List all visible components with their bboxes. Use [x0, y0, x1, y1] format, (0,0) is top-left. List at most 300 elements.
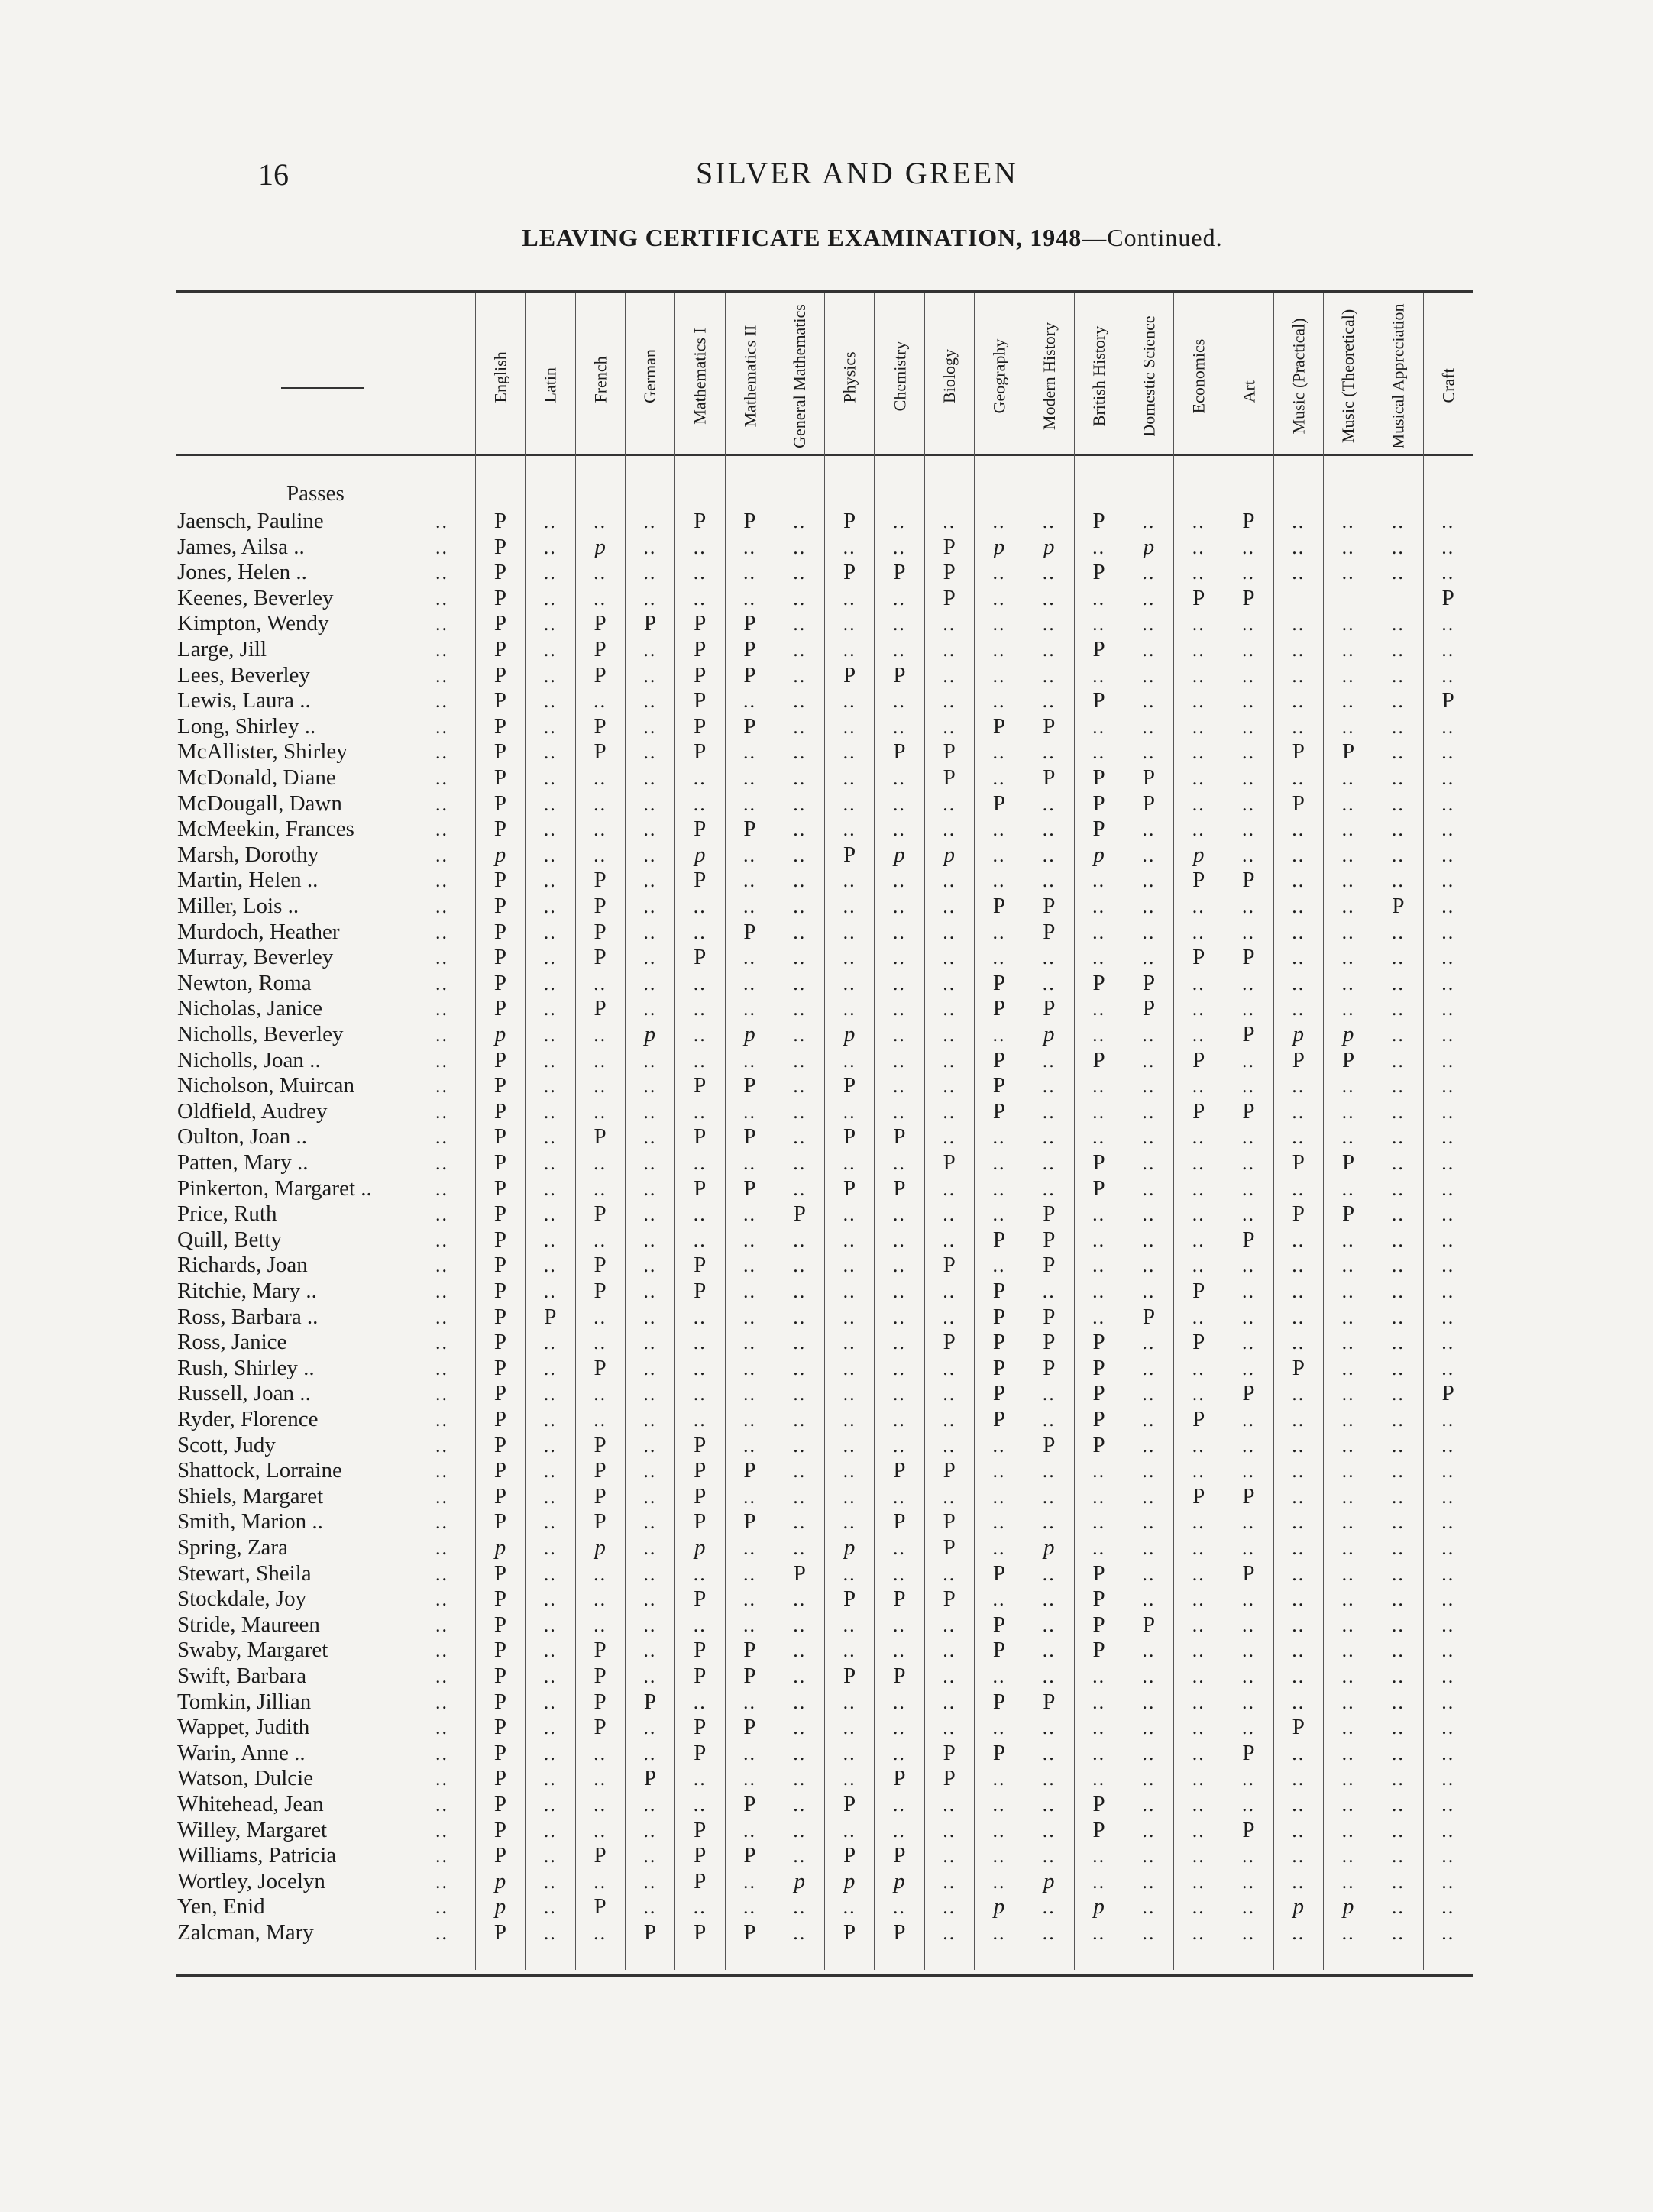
leader-dots: .. [435, 869, 448, 892]
grade-cell: .. [1142, 664, 1156, 687]
grade-cell: .. [1042, 1280, 1056, 1302]
grade-cell: .. [643, 1100, 657, 1123]
grade-cell: P [1192, 1098, 1205, 1124]
grade-cell: .. [843, 1896, 856, 1919]
grade-cell: .. [1441, 1690, 1455, 1713]
grade-cell: .. [992, 843, 1006, 866]
grade-cell: P [493, 713, 507, 739]
table-row [176, 1022, 1473, 1047]
grade-cell: .. [1092, 587, 1106, 610]
subject-header [623, 302, 677, 451]
grade-cell: .. [743, 1485, 756, 1508]
grade-cell: .. [1391, 613, 1405, 635]
grade-cell: .. [643, 1460, 657, 1483]
grade-cell: .. [743, 561, 756, 584]
grade-cell: .. [643, 1896, 657, 1919]
grade-cell: .. [1441, 869, 1455, 892]
grade-cell: .. [793, 1741, 807, 1764]
grade-cell: .. [1441, 741, 1455, 764]
grade-cell: .. [1192, 561, 1205, 584]
student-name: Ritchie, Mary .. [177, 1279, 317, 1303]
grade-cell: .. [992, 1665, 1006, 1687]
grade-cell: P [493, 868, 507, 893]
grade-cell: P [493, 1432, 507, 1457]
grade-cell: P [1043, 1253, 1056, 1278]
grade-cell: P [992, 1227, 1006, 1252]
grade-cell: P [594, 1664, 607, 1688]
grade-cell: P [1092, 1150, 1105, 1175]
grade-cell: .. [1391, 767, 1405, 789]
grade-cell: .. [1441, 510, 1455, 532]
grade-cell: P [1342, 1201, 1355, 1227]
grade-cell: .. [793, 792, 807, 815]
grade-cell: .. [843, 1203, 856, 1226]
grade-cell: .. [743, 1588, 756, 1611]
subject-header-label: Latin [540, 367, 560, 403]
grade-cell: .. [594, 1152, 607, 1174]
grade-cell: .. [543, 998, 557, 1020]
grade-cell: .. [843, 613, 856, 635]
grade-cell: .. [843, 741, 856, 764]
grade-cell: .. [1242, 1588, 1255, 1611]
grade-cell: .. [1242, 690, 1255, 713]
grade-cell: P [843, 1124, 856, 1150]
grade-cell: .. [1441, 664, 1455, 687]
leader-dots: .. [435, 1690, 448, 1713]
grade-cell: .. [1142, 1408, 1156, 1431]
grade-cell: .. [1391, 1870, 1405, 1893]
grade-cell: P [893, 1586, 906, 1612]
grade-cell: .. [1391, 561, 1405, 584]
subject-header-label: English [490, 351, 510, 403]
grade-cell: p [943, 842, 955, 867]
grade-cell: .. [1092, 1845, 1106, 1868]
grade-cell: .. [1292, 690, 1305, 713]
grade-cell: P [1092, 688, 1105, 713]
grade-cell: .. [1341, 690, 1355, 713]
grade-cell: .. [743, 1203, 756, 1226]
subject-header [1422, 302, 1475, 451]
subject-header [1371, 302, 1425, 451]
grade-cell: .. [843, 1305, 856, 1328]
grade-cell: .. [1341, 1511, 1355, 1534]
grade-cell: .. [1391, 1537, 1405, 1559]
grade-cell: .. [1292, 1665, 1305, 1687]
leader-dots: .. [435, 843, 448, 866]
grade-cell: .. [594, 690, 607, 713]
grade-cell: p [644, 1022, 656, 1046]
grade-cell: P [1092, 765, 1105, 790]
grade-cell: .. [693, 1152, 707, 1174]
grade-cell: .. [892, 1716, 906, 1739]
grade-cell: P [594, 739, 607, 765]
table-row [176, 996, 1473, 1021]
leader-dots: .. [435, 792, 448, 815]
grade-cell: .. [992, 1126, 1006, 1149]
grade-cell: .. [1441, 1228, 1455, 1251]
grade-cell: .. [1292, 1845, 1305, 1868]
grade-cell: .. [543, 1716, 557, 1739]
grade-cell: .. [943, 972, 956, 994]
grade-cell: P [493, 1304, 507, 1329]
grade-cell: P [1192, 1047, 1205, 1072]
subject-header-label: Musical Appreciation [1388, 303, 1408, 449]
grade-cell: .. [1092, 1075, 1106, 1098]
subject-header-label: Music (Theoretical) [1338, 309, 1358, 444]
grade-cell: .. [1391, 1588, 1405, 1611]
grade-cell: .. [1192, 1357, 1205, 1379]
grade-cell: P [643, 1766, 656, 1791]
grade-cell: P [493, 637, 507, 661]
grade-cell: .. [1192, 792, 1205, 815]
grade-cell: .. [543, 664, 557, 687]
grade-cell: P [493, 1920, 507, 1945]
student-name: Quill, Betty [177, 1227, 282, 1252]
grade-cell: .. [1441, 1075, 1455, 1098]
leader-dots: .. [435, 1100, 448, 1123]
grade-cell: P [943, 1535, 956, 1560]
subject-header-label: Craft [1438, 368, 1458, 403]
grade-cell: .. [1292, 1819, 1305, 1842]
grade-cell: .. [1192, 1305, 1205, 1328]
grade-cell: .. [543, 1434, 557, 1457]
grade-cell: P [1142, 791, 1155, 816]
grade-cell: .. [693, 1408, 707, 1431]
grade-cell: .. [1192, 818, 1205, 841]
grade-cell: .. [793, 1126, 807, 1149]
grade-cell: .. [1441, 1177, 1455, 1200]
grade-cell: .. [1042, 1100, 1056, 1123]
student-name: Nicholls, Beverley [177, 1022, 344, 1046]
grade-cell: P [493, 1047, 507, 1072]
grade-cell: .. [743, 767, 756, 789]
grade-cell: .. [943, 1126, 956, 1149]
grade-cell: .. [1042, 1485, 1056, 1508]
grade-cell: .. [1092, 613, 1106, 635]
grade-cell: .. [1092, 895, 1106, 917]
grade-cell: .. [992, 561, 1006, 584]
grade-cell: .. [1391, 946, 1405, 969]
grade-cell: .. [1242, 1716, 1255, 1739]
grade-cell: .. [643, 869, 657, 892]
grade-cell: .. [1142, 920, 1156, 943]
subject-header [673, 302, 726, 451]
grade-cell: P [1242, 868, 1255, 893]
grade-cell: .. [892, 1254, 906, 1277]
grade-cell: .. [793, 1793, 807, 1816]
grade-cell: .. [1292, 843, 1305, 866]
leader-dots: .. [435, 1024, 448, 1046]
grade-cell: .. [1441, 1896, 1455, 1919]
student-name: Lees, Beverley [177, 662, 310, 687]
grade-cell: .. [1092, 1460, 1106, 1483]
grade-cell: P [694, 1920, 707, 1945]
grade-cell: .. [543, 1485, 557, 1508]
grade-cell: .. [1142, 561, 1156, 584]
student-name: McDougall, Dawn [177, 791, 342, 816]
grade-cell: .. [1192, 1177, 1205, 1200]
grade-cell: .. [1192, 767, 1205, 789]
grade-cell: .. [793, 972, 807, 994]
leader-dots: .. [435, 1819, 448, 1842]
grade-cell: .. [1391, 1075, 1405, 1098]
grade-cell: P [743, 919, 756, 944]
grade-cell: p [1093, 842, 1105, 867]
grade-cell: P [493, 894, 507, 918]
grade-cell: .. [594, 1793, 607, 1816]
grade-cell: .. [1341, 1460, 1355, 1483]
grade-cell: .. [543, 946, 557, 969]
grade-cell: P [1092, 970, 1105, 995]
grade-cell: .. [1042, 972, 1056, 994]
leader-dots: .. [435, 1382, 448, 1405]
grade-cell: P [893, 560, 906, 585]
grade-cell: .. [1192, 715, 1205, 738]
grade-cell: p [1093, 1894, 1105, 1919]
student-name: Murdoch, Heather [177, 919, 340, 944]
grade-cell: P [743, 1509, 756, 1534]
grade-cell: .. [1192, 1537, 1205, 1559]
grade-cell: .. [1092, 1922, 1106, 1944]
student-name: Nicholson, Muircan [177, 1073, 354, 1098]
grade-cell: .. [693, 1100, 707, 1123]
grade-cell: .. [643, 1537, 657, 1559]
grade-cell: .. [643, 535, 657, 558]
grade-cell: .. [1391, 920, 1405, 943]
grade-cell: P [992, 1381, 1006, 1406]
grade-cell: P [493, 1612, 507, 1637]
grade-cell: P [594, 868, 607, 893]
grade-cell: .. [793, 715, 807, 738]
leader-dots: .. [435, 1613, 448, 1636]
grade-cell: P [643, 1689, 656, 1714]
grade-cell: .. [643, 1305, 657, 1328]
table-row [176, 1586, 1473, 1612]
grade-cell: .. [743, 1100, 756, 1123]
grade-cell: P [493, 945, 507, 970]
leader-dots: .. [435, 510, 448, 532]
grade-cell: p [494, 1868, 506, 1893]
grade-cell: .. [1242, 1126, 1255, 1149]
grade-cell: .. [1142, 1228, 1156, 1251]
table-row [176, 971, 1473, 996]
grade-cell: P [1242, 1098, 1255, 1124]
grade-cell: .. [643, 1562, 657, 1585]
grade-cell: P [694, 688, 707, 713]
grade-cell: .. [1292, 1408, 1305, 1431]
table-row [176, 1766, 1473, 1791]
grade-cell: .. [1192, 639, 1205, 661]
grade-cell: .. [643, 972, 657, 994]
grade-cell: .. [943, 1228, 956, 1251]
grade-cell: P [743, 509, 756, 533]
grade-cell: .. [1092, 1511, 1106, 1534]
grade-cell: .. [943, 1793, 956, 1816]
grade-cell: P [694, 945, 707, 970]
grade-cell: .. [943, 920, 956, 943]
table-row [176, 1099, 1473, 1124]
grade-cell: .. [1192, 1896, 1205, 1919]
grade-cell: P [1092, 1792, 1105, 1816]
grade-cell: .. [1292, 1126, 1305, 1149]
student-name: Yen, Enid [177, 1894, 265, 1919]
grade-cell: p [993, 1894, 1005, 1919]
grade-cell: P [843, 1920, 856, 1945]
grade-cell: .. [1042, 1741, 1056, 1764]
grade-cell: .. [643, 561, 657, 584]
grade-cell: .. [594, 1177, 607, 1200]
grade-cell: P [493, 662, 507, 687]
grade-cell: .. [943, 1357, 956, 1379]
student-name: James, Ailsa .. [177, 534, 305, 559]
grade-cell: .. [1242, 1690, 1255, 1713]
grade-cell: .. [1341, 792, 1355, 815]
student-name: Wappet, Judith [177, 1715, 310, 1740]
grade-cell: .. [793, 1228, 807, 1251]
grade-cell: .. [843, 1741, 856, 1764]
grade-cell: .. [1042, 1613, 1056, 1636]
grade-cell: P [1342, 1150, 1355, 1175]
grade-cell: .. [1042, 664, 1056, 687]
grade-cell: P [843, 662, 856, 687]
grade-cell: .. [793, 1434, 807, 1457]
grade-cell: .. [843, 1382, 856, 1405]
grade-cell: .. [1192, 1588, 1205, 1611]
table-row [176, 791, 1473, 817]
grade-cell: .. [1292, 1537, 1305, 1559]
grade-cell: .. [1042, 1767, 1056, 1790]
grade-cell: .. [1092, 715, 1106, 738]
grade-cell: .. [1441, 1408, 1455, 1431]
grade-cell: P [1043, 1201, 1056, 1227]
grade-cell: .. [693, 767, 707, 789]
grade-cell: .. [1142, 639, 1156, 661]
grade-cell: .. [543, 1203, 557, 1226]
grade-cell: .. [1441, 1331, 1455, 1354]
grade-cell: .. [743, 1767, 756, 1790]
grade-cell: .. [1341, 1819, 1355, 1842]
grade-cell: .. [843, 1716, 856, 1739]
grade-cell: .. [743, 1434, 756, 1457]
grade-cell: .. [943, 510, 956, 532]
grade-cell: .. [793, 946, 807, 969]
grade-cell: .. [992, 1793, 1006, 1816]
grade-cell: P [1192, 945, 1205, 970]
subject-header-label: German [640, 349, 660, 403]
grade-cell: P [493, 1253, 507, 1278]
grade-cell: P [1142, 996, 1155, 1021]
grade-cell: .. [1242, 535, 1255, 558]
grade-cell: .. [892, 1357, 906, 1379]
subject-header [574, 302, 627, 451]
grade-cell: .. [1441, 639, 1455, 661]
subject-header-label: Domestic Science [1139, 315, 1159, 437]
grade-cell: p [1043, 1868, 1055, 1893]
grade-cell: P [1092, 1817, 1105, 1842]
grade-cell: P [1043, 765, 1056, 790]
grade-cell: .. [943, 1100, 956, 1123]
grade-cell: .. [543, 1588, 557, 1611]
grade-cell: P [594, 894, 607, 918]
grade-cell: .. [1142, 1177, 1156, 1200]
grade-cell: .. [1391, 1331, 1405, 1354]
grade-cell: P [594, 713, 607, 739]
grade-cell: .. [643, 1049, 657, 1072]
grade-cell: P [594, 1458, 607, 1483]
grade-cell: .. [693, 1382, 707, 1405]
grade-cell: P [992, 996, 1006, 1021]
student-name: Lewis, Laura .. [177, 688, 311, 713]
grade-cell: .. [1292, 1922, 1305, 1944]
subject-header [1321, 302, 1375, 451]
grade-cell: P [893, 739, 906, 765]
grade-cell: .. [543, 1126, 557, 1149]
grade-cell: P [1043, 894, 1056, 918]
grade-cell: .. [1142, 1870, 1156, 1893]
grade-cell: .. [1341, 1716, 1355, 1739]
grade-cell: .. [1341, 972, 1355, 994]
grade-cell: P [943, 1586, 956, 1612]
grade-cell: .. [992, 1254, 1006, 1277]
grade-cell: .. [594, 1819, 607, 1842]
student-name: Nicholls, Joan .. [177, 1047, 321, 1072]
grade-cell: .. [543, 510, 557, 532]
grade-cell: .. [892, 1537, 906, 1559]
grade-cell: .. [1441, 1100, 1455, 1123]
grade-cell: P [493, 1766, 507, 1791]
table-row [176, 1407, 1473, 1432]
grade-cell: .. [1242, 792, 1255, 815]
grade-cell: .. [543, 920, 557, 943]
student-name: Large, Jill [177, 637, 267, 661]
grade-cell: .. [793, 1485, 807, 1508]
student-name: Oldfield, Audrey [177, 1098, 328, 1124]
grade-cell: .. [1341, 1588, 1355, 1611]
grade-cell: .. [1142, 843, 1156, 866]
grade-cell: .. [1042, 1639, 1056, 1662]
grade-cell: .. [693, 1613, 707, 1636]
grade-cell: P [893, 1920, 906, 1945]
grade-cell: P [743, 1638, 756, 1663]
grade-cell: P [694, 1586, 707, 1612]
grade-cell: .. [1441, 1588, 1455, 1611]
student-name: McAllister, Shirley [177, 739, 348, 765]
grade-cell: .. [643, 767, 657, 789]
grade-cell: P [893, 1509, 906, 1534]
grade-cell: .. [543, 715, 557, 738]
grade-cell: .. [1441, 1049, 1455, 1072]
grade-cell: P [992, 970, 1006, 995]
grade-cell: .. [543, 690, 557, 713]
grade-cell: .. [594, 792, 607, 815]
student-name: Shattock, Lorraine [177, 1458, 342, 1483]
grade-cell: .. [1391, 1434, 1405, 1457]
grade-cell: p [843, 1535, 856, 1560]
grade-cell: .. [1192, 1767, 1205, 1790]
grade-cell: .. [892, 1408, 906, 1431]
table-row [176, 894, 1473, 919]
grade-cell: .. [992, 664, 1006, 687]
grade-cell: .. [1142, 1741, 1156, 1764]
grade-cell: .. [543, 1100, 557, 1123]
grade-cell: .. [1042, 1793, 1056, 1816]
grade-cell: .. [1192, 1075, 1205, 1098]
grade-cell: .. [1242, 1331, 1255, 1354]
grade-cell: .. [992, 1460, 1006, 1483]
grade-cell: .. [793, 1613, 807, 1636]
grade-cell: .. [992, 1511, 1006, 1534]
grade-cell: .. [594, 1100, 607, 1123]
